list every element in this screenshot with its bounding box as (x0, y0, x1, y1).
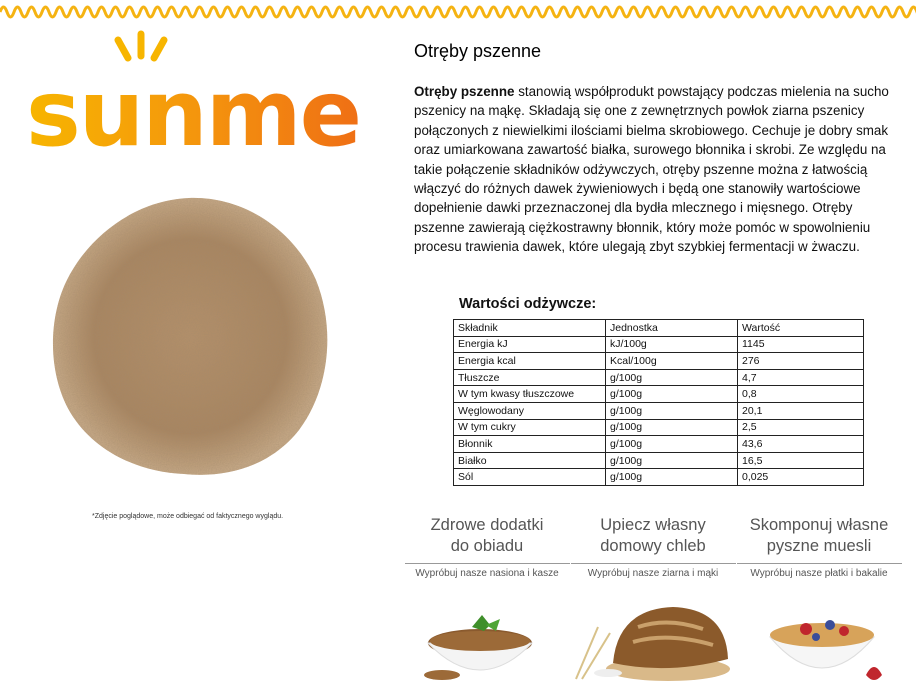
logo-wordmark: sunme (26, 60, 361, 167)
table-cell: Błonnik (454, 436, 606, 453)
promo-title (397, 515, 577, 557)
promo-title (729, 515, 909, 557)
table-row (454, 336, 864, 353)
promo-title-line: domowy chleb (600, 537, 706, 555)
promo-title-line: Zdrowe dodatki (430, 516, 544, 534)
table-cell: W tym cukry (454, 419, 606, 436)
wheat-bran-photo (44, 190, 334, 480)
table-cell: Sól (454, 469, 606, 486)
product-description (414, 82, 906, 257)
table-cell: 1145 (738, 336, 864, 353)
table-header-cell: Składnik (454, 320, 606, 337)
table-header-cell: Wartość (738, 320, 864, 337)
table-cell: 20,1 (738, 402, 864, 419)
muesli-bowl-image (734, 587, 904, 687)
table-cell: 16,5 (738, 452, 864, 469)
promo-title (563, 515, 743, 557)
table-cell: g/100g (606, 402, 738, 419)
promo-title-line: Skomponuj własne (749, 516, 889, 534)
photo-disclaimer: *Zdjęcie poglądowe, może odbiegać od faktycznego wyglądu. (92, 513, 284, 520)
table-cell: g/100g (606, 419, 738, 436)
nutrition-heading: Wartości odżywcze: (459, 296, 597, 312)
buckwheat-bowl-image (402, 587, 572, 687)
table-cell: 43,6 (738, 436, 864, 453)
table-cell: W tym kwasy tłuszczowe (454, 386, 606, 403)
table-cell: Tłuszcze (454, 369, 606, 386)
nutrition-table (453, 319, 864, 486)
table-row (454, 452, 864, 469)
table-row (454, 419, 864, 436)
table-cell: g/100g (606, 436, 738, 453)
table-cell: 4,7 (738, 369, 864, 386)
table-cell: g/100g (606, 452, 738, 469)
promo-title-line: pyszne muesli (766, 537, 872, 555)
bread-loaf-image (568, 587, 738, 687)
table-cell: g/100g (606, 386, 738, 403)
promo-subtitle: Wypróbuj nasze nasiona i kasze (405, 563, 570, 579)
table-cell: g/100g (606, 369, 738, 386)
table-cell: 2,5 (738, 419, 864, 436)
description-body: stanowią współprodukt powstający podczas mielenia na sucho pszenicy na mąkę. Składają się one z zewnętrznych powłok ziarna pszenicy połączonych z niewielkimi ilościami bielma skrobiowego. Cechuje je dobry smak oraz umiarkowana zawartość białka, surowego błonnika i skrobi. Ze względu na takie połączenie składników odżywczych, otręby pszenne można z łatwością włączyć do różnych dawek żywieniowych i będą one stanowiły wartościowe dopełnienie dawki przeznaczonej dla bydła mlecznego i mięsnego. Otręby pszenne zawierają ciężkostrawny błonnik, który może pomóc w spowolnieniu procesu trawienia dawek, które ulegają zbyt szybkiej fermentacji w żwaczu. (414, 84, 889, 255)
promo-title-line: do obiadu (450, 537, 524, 555)
table-cell: Węglowodany (454, 402, 606, 419)
promo-tile-muesli[interactable] (729, 515, 909, 690)
promo-subtitle: Wypróbuj nasze płatki i bakalie (737, 563, 902, 579)
sunme-logo (26, 30, 361, 167)
table-cell: 0,8 (738, 386, 864, 403)
table-row (454, 369, 864, 386)
table-cell: Białko (454, 452, 606, 469)
description-bold-lead: Otręby pszenne (414, 84, 515, 99)
table-row (454, 469, 864, 486)
table-row (454, 353, 864, 370)
wave-border (0, 0, 916, 22)
promo-tile-bread[interactable] (563, 515, 743, 690)
table-cell: g/100g (606, 469, 738, 486)
table-row (454, 386, 864, 403)
promo-title-line: Upiecz własny (600, 516, 706, 534)
promo-subtitle: Wypróbuj nasze ziarna i mąki (571, 563, 736, 579)
table-cell: kJ/100g (606, 336, 738, 353)
table-cell: 0,025 (738, 469, 864, 486)
promo-tile-dinner[interactable] (397, 515, 577, 690)
table-row (454, 402, 864, 419)
table-row (454, 436, 864, 453)
table-cell: Energia kcal (454, 353, 606, 370)
table-cell: Kcal/100g (606, 353, 738, 370)
product-title: Otręby pszenne (414, 41, 542, 61)
table-cell: Energia kJ (454, 336, 606, 353)
table-header-cell: Jednostka (606, 320, 738, 337)
table-header-row (454, 320, 864, 337)
table-cell: 276 (738, 353, 864, 370)
